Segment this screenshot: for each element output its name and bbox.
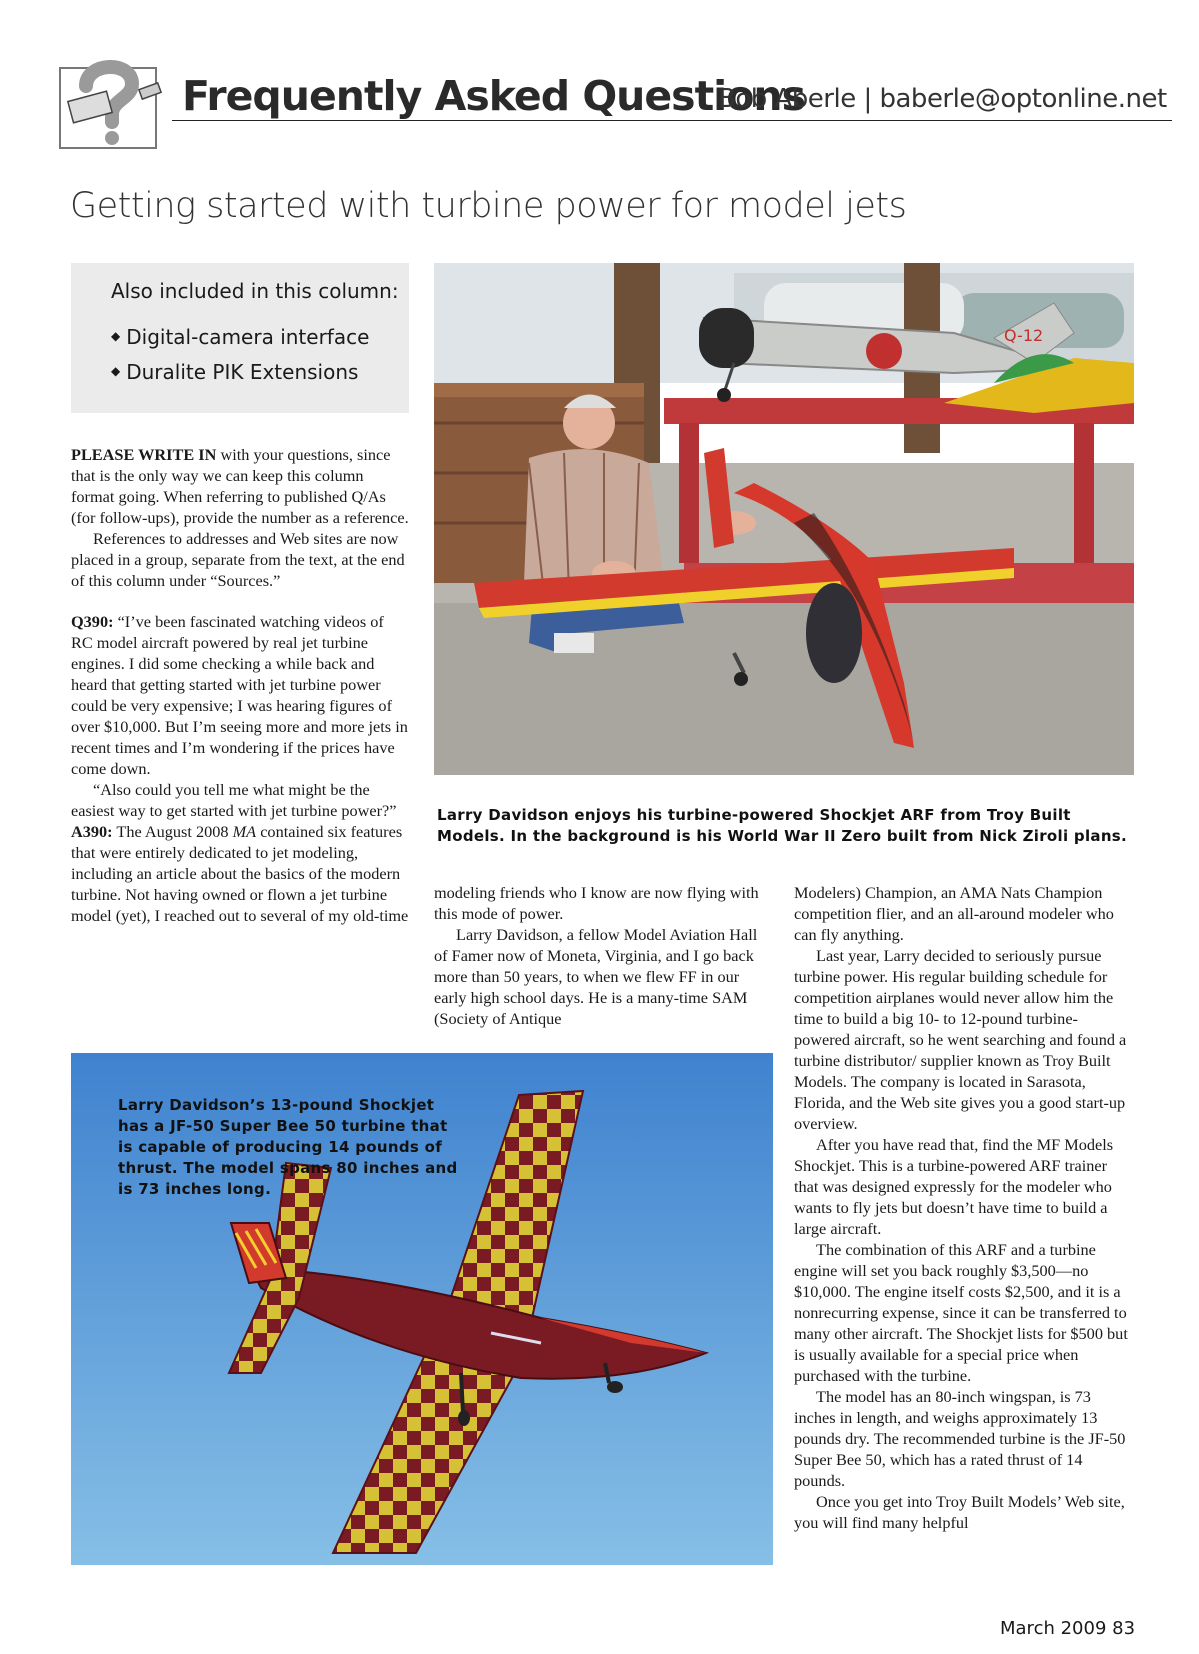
also-included-box [71,263,409,413]
paragraph: Last year, Larry decided to seriously pursue turbine power. His regular building schedule for competition airplanes would never allow him the time to build a big 10- to 12-pound turbine-powered aircraft, so he went searching and found a turbine distributor/ supplier known as Troy Built Models. The company is located in Sarasota, Florida, and the Web site gives you a good start-up overview. [794,946,1127,1133]
paragraph: Larry Davidson, a fellow Model Aviation Hall of Famer now of Moneta, Virginia, and I go back more than 50 years, to when we flew FF in our early high school days. He is a many-time SAM (Society of Antique [434,925,758,1028]
paragraph: modeling friends who I know are now flying with this mode of power. [434,883,759,923]
list-item: ◆ Digital-camera interface [111,325,370,349]
paragraph: After you have read that, find the MF Models Shockjet. This is a turbine-powered ARF trainer that was designed expressly for the modeler who wants to fly jets but doesn’t have time to build a large aircraft. [794,1135,1114,1238]
column-title: Frequently Asked Questions [182,72,805,120]
article-subtitle: Getting started with turbine power for model jets [70,186,907,226]
author-byline: Bob Aberle | baberle@optonline.net [718,84,1167,114]
paragraph: “Also could you tell me what might be the easiest way to get started with jet turbine power?” [71,780,397,820]
question-paragraph: Q390: “I’ve been fascinated watching videos of RC model aircraft powered by real jet turbine engines. I did some checking a while back and heard that getting started with jet turbine power could be very expensive; I was hearing figures of over $10,000. But I’m seeing more and more jets in recent times and I’m wondering if the prices have come down. [71,612,408,778]
answer-paragraph: A390: The August 2008 MA contained six features that were entirely dedicated to jet modeling, including an article about the basics of the modern turbine. Not having owned or flown a jet turbine model (yet), I reached out to several of my old-time [71,822,409,925]
also-included-heading: Also included in this column: [111,279,399,303]
body-column-1 [71,444,409,926]
bullet-icon: ◆ [111,329,121,343]
list-item: ◆ Duralite PIK Extensions [111,360,359,384]
bullet-icon: ◆ [111,364,121,378]
photo1-caption: Larry Davidson enjoys his turbine-powered Shockjet ARF from Troy Built Models. In the background is his World War II Zero built from Nick Ziroli plans. [437,806,1128,845]
body-column-3 [794,882,1134,1533]
paragraph: The combination of this ARF and a turbine engine will set you back roughly $3,500—no $10,000. The engine itself costs $2,500, and it is a nonrecurring expense, since it can be transferred to many other aircraft. The Shockjet lists for $500 but is usually available for a special price when purchased with the turbine. [794,1240,1128,1385]
zero-tail-marking: Q-12 [1004,326,1044,345]
header-rule [172,120,1172,121]
page-footer: March 2009 83 [1000,1618,1136,1639]
paragraph: Once you get into Troy Built Models’ Web site, you will find many helpful [794,1492,1125,1532]
body-column-2 [434,882,772,1029]
paragraph: The model has an 80-inch wingspan, is 73 inches in length, and weighs approximately 13 pounds dry. The recommended turbine is the JF-50 Super Bee 50, which has a rated thrust of 14 pounds. [794,1387,1126,1490]
photo-larry-with-shockjet [434,263,1134,775]
photo2-caption: Larry Davidson’s 13-pound Shockjet has a JF-50 Super Bee 50 turbine that is capable of producing 14 pounds of thrust. The model spans 80 inches and is 73 inches long. [118,1096,458,1198]
paragraph: Modelers) Champion, an AMA Nats Champion competition flier, and an all-around modeler who can fly anything. [794,883,1114,944]
column-logo [56,52,168,150]
paragraph: PLEASE WRITE IN with your questions, since that is the only way we can keep this column format going. When referring to published Q/As (for follow-ups), provide the number as a reference. [71,445,409,527]
paragraph: References to addresses and Web sites are now placed in a group, separate from the text, at the end of this column under “Sources.” [71,529,405,590]
